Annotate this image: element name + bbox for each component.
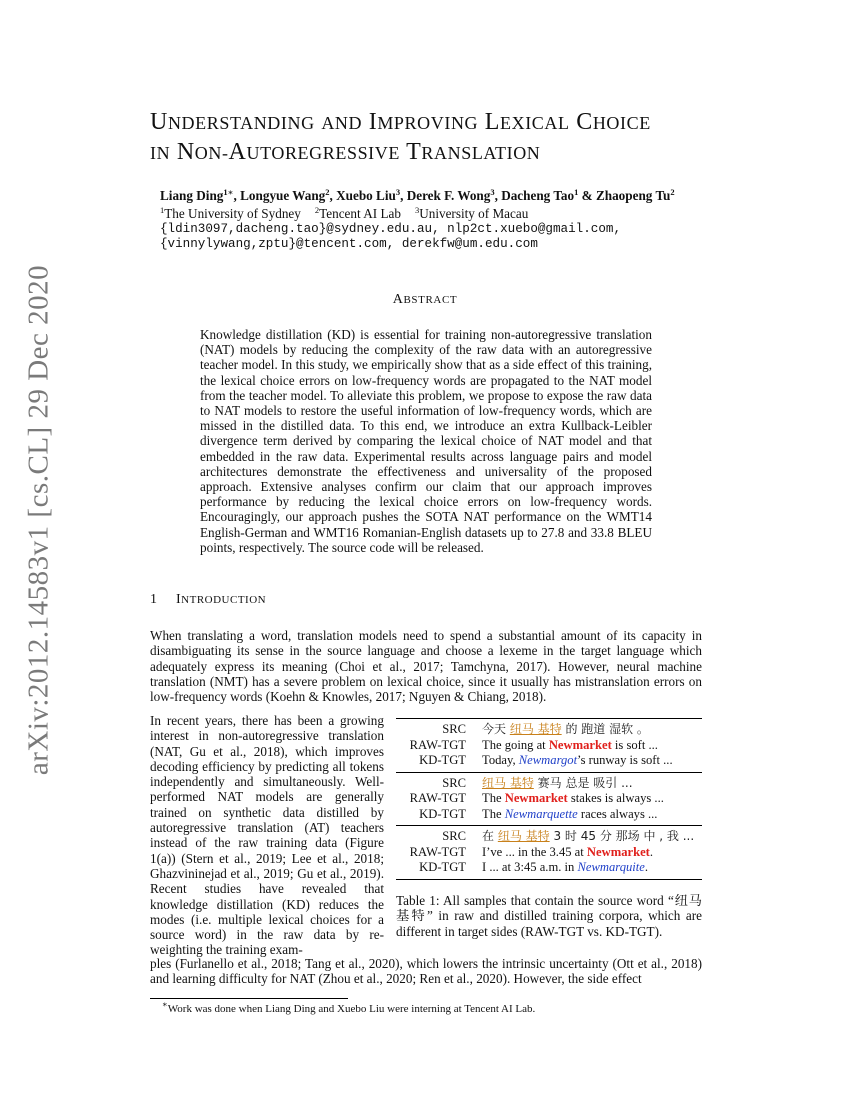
table-group xyxy=(396,719,702,772)
row-label: SRC xyxy=(442,775,466,790)
raw-target-text xyxy=(482,738,702,754)
table-group xyxy=(396,773,702,826)
source-post: 赛马 总是 吸引 ... xyxy=(533,775,633,790)
source-pre: 在 xyxy=(482,829,498,843)
title-line-1 xyxy=(150,108,770,138)
footnote: ∗Work was done when Liang Ding and Xuebo Liu were interning at Tencent AI Lab. xyxy=(162,999,536,1015)
paper-title xyxy=(150,108,770,168)
section-heading-introduction: 1 INTRODUCTION xyxy=(150,592,267,607)
source-post: 3 时 45 分 那场 中 , 我 ... xyxy=(549,829,695,843)
row-label: RAW-TGT xyxy=(409,737,466,752)
kd-keyword: Newmargot xyxy=(518,753,578,767)
row-label: SRC xyxy=(442,722,466,736)
author-name: Liang Ding xyxy=(160,188,224,203)
row-label: KD-TGT xyxy=(419,860,466,874)
kd-target-text xyxy=(482,753,702,769)
source-keyword: 纽马 基特 xyxy=(497,829,550,843)
title-text: T xyxy=(406,139,422,165)
title-text: HOICE xyxy=(592,113,651,133)
arxiv-sidebar xyxy=(0,0,62,1100)
raw-target-text xyxy=(482,791,702,807)
kd-target-text xyxy=(482,860,702,876)
author-name: Dacheng Tao xyxy=(501,188,575,203)
author-mark: 2 xyxy=(670,187,675,197)
author-mark: 2 xyxy=(325,187,330,197)
title-text: AND xyxy=(321,113,363,133)
kd-post: ’s runway is soft ... xyxy=(577,753,673,767)
author-mark: 3 xyxy=(395,187,401,197)
table-row-kd xyxy=(396,753,702,769)
source-text xyxy=(482,722,702,738)
raw-keyword: Newmarket xyxy=(586,844,650,859)
table-1-caption: Table 1: All samples that contain the source word “纽马 基特” in raw and distilled training corpora, which are different in target sides (RAW-TGT vs. KD-TGT). xyxy=(396,893,702,939)
affiliation-mark: 3 xyxy=(414,205,420,215)
title-text: RANSLATION xyxy=(421,143,541,163)
affiliation-mark: 2 xyxy=(314,205,320,215)
source-post: 的 跑道 湿软 。 xyxy=(561,722,649,736)
intro-paragraph-2-continued: ples (Furlanello et al., 2018; Tang et al., 2020), which lowers the intrinsic uncertainty (Ott et al., 2018) and learning difficulty for NAT (Zhou et al., 2020; Ren et al., 2020). However, the side effect xyxy=(150,956,702,987)
raw-keyword: Newmarket xyxy=(548,737,612,752)
intro-paragraph-2-column: In recent years, there has been a growing interest in non-autoregressive translation (NAT, Gu et al., 2018), which improves decoding efficiency by predicting all tokens independently and simultaneously. Well-performed NAT models are generally trained on synthetic data distilled by autoregressive translation (AT) teachers instead of the raw training data (Figure 1(a)) (Stern et al., 2019; Lee et al., 2018; Ghazvininejad et al., 2019; Gu et al., 2019). Recent studies have revealed that knowledge distillation (KD) reduces the modes (i.e. multiple lexical choices for a source word) in the raw data by re-weighting the training exam- xyxy=(150,713,384,958)
title-text: L xyxy=(484,109,501,135)
title-text: I xyxy=(368,109,378,135)
raw-post: is soft ... xyxy=(611,737,658,752)
arxiv-identifier: arXiv:2012.14583v1 [cs.CL] 29 Dec 2020 xyxy=(22,264,55,776)
author-list: Liang Ding$^{1∗}$, Longyue Wang$^2$, Xuebo Liu$^3$, Derek F. Wong$^3$, Dacheng Tao$^1$ & Zhaopeng Tu$^2$ xyxy=(160,187,675,203)
table-row-src xyxy=(396,829,702,845)
table-1 xyxy=(396,718,702,880)
table-row-raw xyxy=(396,738,702,754)
title-text: A xyxy=(228,139,247,165)
title-text: UTOREGRESSIVE xyxy=(246,143,400,163)
raw-pre: The going at xyxy=(482,737,549,752)
table-row-raw xyxy=(396,845,702,861)
source-keyword: 纽马 基特 xyxy=(482,775,534,790)
title-text: IN xyxy=(150,143,171,163)
source-pre: 今天 xyxy=(482,722,510,736)
affiliation-name: The University of Sydney xyxy=(164,206,301,221)
table-group xyxy=(396,826,702,879)
author-mark: 1∗ xyxy=(223,187,234,197)
author-name: Xuebo Liu xyxy=(336,188,396,203)
abstract-body: Knowledge distillation (KD) is essential for training non-autoregressive translation (NAT) models by reducing the complexity of the raw data with an autoregressive teacher model. In this study, we empirically show that as a side effect of this training, the lexical choice errors on low-frequency words are propagated to the NAT model from the teacher model. To alleviate this problem, we propose to expose the raw data to NAT models to restore the useful information of low-frequency words, which are missed in the distilled data. To this end, we introduce an extra Kullback-Leibler divergence term derived by comparing the lexical choice of NAT model and that embedded in the raw data. Experimental results across language pairs and model architectures demonstrate the effectiveness and universality of the proposed approach. Extensive analyses confirm our claim that our approach improves performance by reducing the lexical choice errors on low-frequency words. Encouragingly, our approach pushes the SOTA NAT performance on the WMT14 English-German and WMT16 Romanian-English datasets up to 27.8 and 33.8 BLEU points, respectively. The source code will be released. xyxy=(200,327,652,555)
source-keyword: 纽马 基特 xyxy=(509,722,562,736)
affiliation-name: University of Macau xyxy=(419,206,529,221)
kd-pre: The xyxy=(482,806,505,821)
table-bottom-rule xyxy=(396,879,702,880)
row-label: KD-TGT xyxy=(419,806,466,821)
footnote-rule xyxy=(150,998,348,999)
author-name: Derek F. Wong xyxy=(406,188,491,203)
table-row-src xyxy=(396,776,702,792)
kd-pre: Today, xyxy=(482,753,519,767)
kd-target-text xyxy=(482,807,702,823)
table-row-kd xyxy=(396,807,702,823)
author-name: Zhaopeng Tu xyxy=(595,188,671,203)
title-line-2 xyxy=(150,138,770,168)
source-text xyxy=(482,776,702,792)
kd-pre: I ... at 3:45 a.m. in xyxy=(482,860,578,874)
row-label: KD-TGT xyxy=(419,753,466,767)
row-label: SRC xyxy=(442,829,466,843)
table-row-src xyxy=(396,722,702,738)
raw-pre: The xyxy=(482,791,505,805)
author-name: Longyue Wang xyxy=(240,188,326,203)
raw-keyword: Newmarket xyxy=(504,791,568,805)
author-mark: 1 xyxy=(574,187,579,197)
title-text: N xyxy=(176,139,195,165)
raw-target-text xyxy=(482,845,702,861)
table-row-kd xyxy=(396,860,702,876)
author-mark: 3 xyxy=(490,187,495,197)
title-text: EXICAL xyxy=(500,113,570,133)
row-label: RAW-TGT xyxy=(409,844,466,859)
table-row-raw xyxy=(396,791,702,807)
title-text: U xyxy=(150,109,168,135)
kd-keyword: Newmarquette xyxy=(504,806,578,821)
title-text: MPROVING xyxy=(377,113,479,133)
title-text: ON- xyxy=(194,143,229,163)
kd-post: . xyxy=(644,860,649,874)
raw-post: stakes is always ... xyxy=(567,791,664,805)
kd-post: races always ... xyxy=(577,806,658,821)
email-line-1: {ldin3097,dacheng.tao}@sydney.edu.au, nlp2ct.xuebo@gmail.com, xyxy=(160,222,622,236)
source-text xyxy=(482,829,702,845)
email-line-2: {vinnylywang,zptu}@tencent.com, derekfw@um.edu.com xyxy=(160,237,538,251)
row-label: RAW-TGT xyxy=(409,791,466,805)
title-text: C xyxy=(576,109,593,135)
abstract-heading: ABSTRACT xyxy=(392,292,458,307)
affiliation-mark: 1 xyxy=(160,205,165,215)
intro-paragraph-1: When translating a word, translation models need to spend a substantial amount of its capacity in disambiguating its sense in the source language and choose a lexeme in the target language which adequately express its meaning (Choi et al., 2017; Tamchyna, 2017). However, neural machine translation (NMT) has a severe problem on lexical choice, since it usually has mistranslation errors on low-frequency words (Koehn & Knowles, 2017; Nguyen & Chiang, 2018). xyxy=(150,628,702,705)
affiliation-name: Tencent AI Lab xyxy=(319,206,401,221)
title-text: NDERSTANDING xyxy=(167,113,315,133)
kd-keyword: Newmarquite xyxy=(577,860,645,874)
affiliations xyxy=(160,206,528,222)
raw-post: . xyxy=(649,844,654,859)
raw-pre: I’ve ... in the 3.45 at xyxy=(482,844,587,859)
